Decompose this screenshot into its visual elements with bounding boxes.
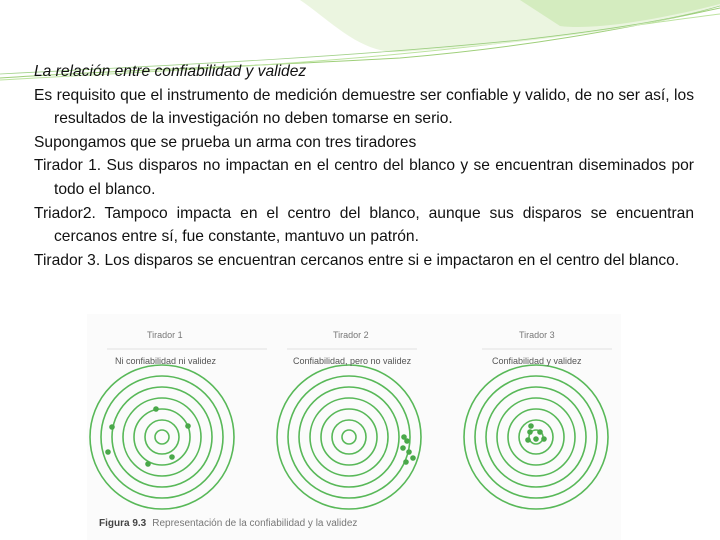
figure-number: Figura 9.3 [99, 518, 147, 529]
shot-mark [400, 445, 406, 451]
target-ring [288, 376, 410, 498]
shot-mark [109, 424, 115, 430]
target-ring [155, 430, 169, 444]
slide-body [34, 60, 694, 272]
shot-mark [145, 461, 151, 467]
target-ring [145, 420, 179, 454]
shot-mark [169, 454, 175, 460]
panel-label-2: Tirador 2 [333, 330, 369, 340]
target-ring [101, 376, 223, 498]
shot-mark [528, 423, 534, 429]
shot-mark [406, 449, 412, 455]
reliability-validity-figure [87, 314, 621, 540]
target-ring [332, 420, 366, 454]
targets-illustration [87, 314, 621, 540]
paragraph-setup: Supongamos que se prueba un arma con tres tiradores [34, 133, 417, 151]
target-2 [277, 365, 421, 509]
slide-title: La relación entre confiabilidad y validez [34, 63, 307, 80]
target-ring [134, 409, 190, 465]
panel-subtitle-2: Confiabilidad, pero no validez [293, 356, 412, 366]
target-1 [90, 365, 234, 509]
shot-mark [541, 436, 547, 442]
target-ring [299, 387, 399, 487]
shot-mark [404, 438, 410, 444]
shot-mark [527, 429, 533, 435]
paragraph-requirement: Es requisito que el instrumento de medición demuestre ser confiable y valido, de no ser así, los resultados de la investigación no deben tomarse en serio. [34, 86, 694, 128]
shot-mark [105, 449, 111, 455]
paragraph-shooter-1: Tirador 1. Sus disparos no impactan en el centro del blanco y se encuentran diseminados por todo el blanco. [34, 157, 694, 198]
shot-mark [153, 406, 159, 412]
shot-mark [403, 459, 409, 465]
target-ring [342, 430, 356, 444]
figure-caption-text: Representación de la confiabilidad y la validez [152, 518, 358, 529]
paragraph-shooter-2: Triador2. Tampoco impacta en el centro del blanco, aunque sus disparos se encuentran cercanos entre sí, fue constante, mantuvo un patrón. [34, 204, 694, 246]
figure-caption [99, 518, 357, 529]
panel-subtitle-1: Ni confiabilidad ni validez [115, 356, 217, 366]
target-ring [321, 409, 377, 465]
panel-label-3: Tirador 3 [519, 330, 555, 340]
target-3 [464, 365, 608, 509]
paragraph-shooter-3: Tirador 3. Los disparos se encuentran cercanos entre si e impactaron en el centro del blanco. [34, 251, 680, 269]
shot-mark [185, 423, 191, 429]
shot-mark [537, 429, 543, 435]
panel-label-1: Tirador 1 [147, 330, 183, 340]
panel-subtitle-3: Confiabilidad y validez [492, 356, 582, 366]
shot-mark [410, 455, 416, 461]
shot-mark [533, 436, 539, 442]
target-ring [112, 387, 212, 487]
shot-mark [525, 437, 531, 443]
